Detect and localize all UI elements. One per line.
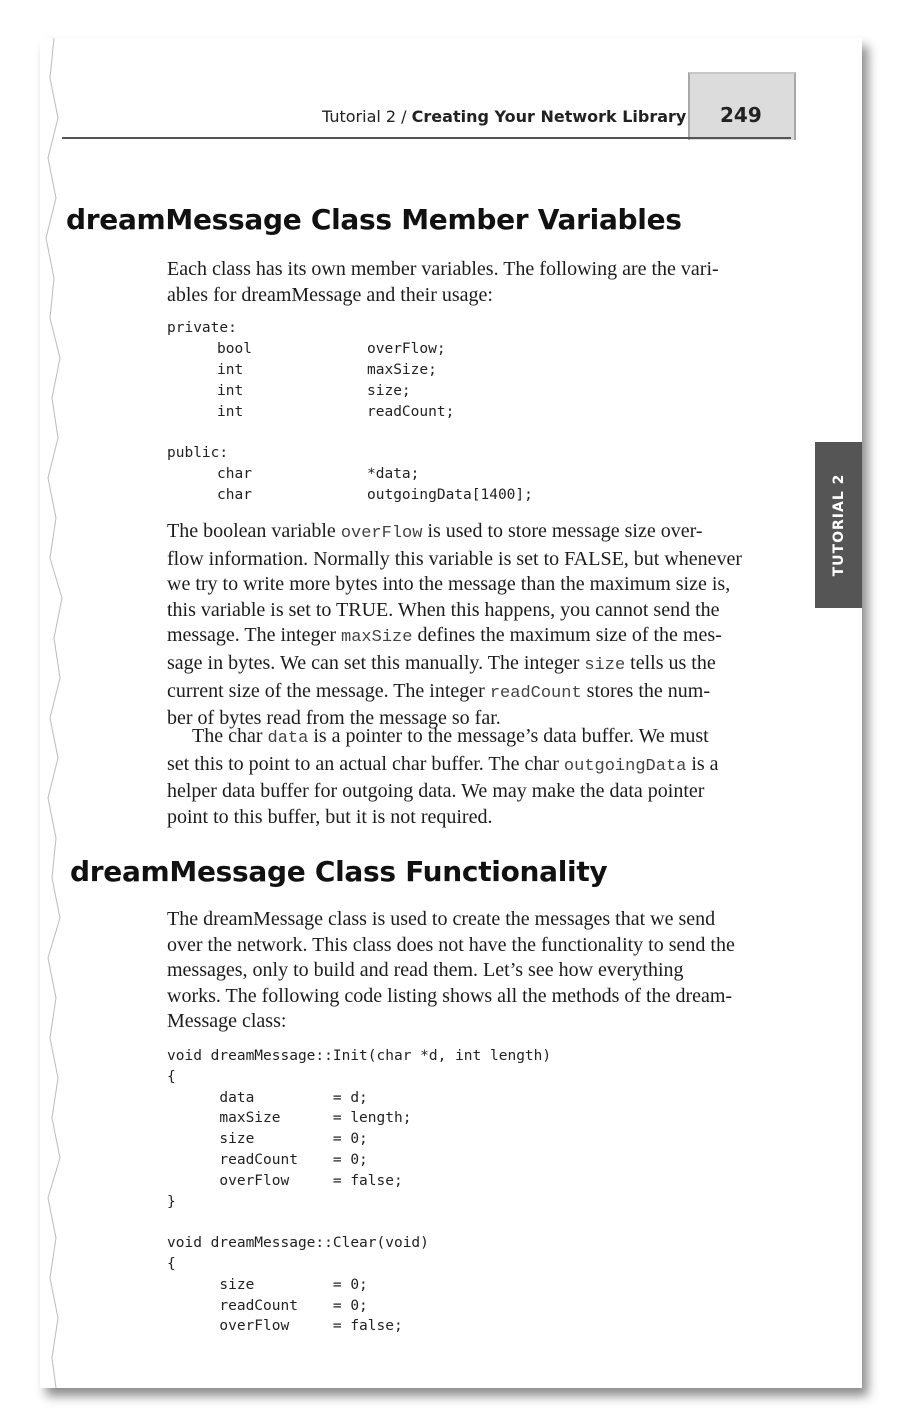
- header-rule: [62, 137, 791, 139]
- text-line: [167, 519, 797, 547]
- running-header: [322, 107, 686, 126]
- intro-paragraph-1: [167, 257, 797, 308]
- chapter-side-tab: [815, 442, 862, 608]
- code-line: readCount = 0;: [167, 1297, 368, 1314]
- text-line: [167, 651, 797, 679]
- text-line: point to this buffer, but it is not required.: [167, 805, 493, 828]
- text: tells us the: [625, 651, 716, 674]
- code-type: char: [217, 487, 252, 503]
- code-name: outgoingData[1400];: [367, 487, 533, 503]
- code-name: readCount;: [367, 404, 455, 420]
- code-line: readCount = 0;: [167, 1151, 368, 1168]
- text-line: [167, 679, 797, 707]
- text-line: this variable is set to TRUE. When this happens, you cannot send the: [167, 598, 720, 621]
- paragraph-data-pointer: [167, 724, 797, 830]
- inline-code: readCount: [489, 683, 582, 703]
- inline-code: overFlow: [340, 524, 423, 543]
- text: is used to store message size over-: [422, 520, 703, 542]
- code-public-label: public:: [167, 445, 229, 461]
- text-line: messages, only to build and read them. Let’s see how everything: [167, 959, 684, 982]
- text-line: [167, 623, 797, 651]
- torn-page-edge: [40, 38, 70, 1388]
- text-line: The dreamMessage class is used to create the messages that we send: [167, 908, 716, 930]
- page-number: 249: [720, 103, 762, 127]
- code-type: int: [217, 383, 244, 399]
- text-line: we try to write more bytes into the message than the maximum size is,: [167, 573, 731, 596]
- code-name: maxSize;: [367, 362, 437, 378]
- text: stores the num-: [581, 679, 710, 702]
- code-line: maxSize = length;: [167, 1110, 412, 1127]
- code-type: int: [217, 362, 244, 378]
- text-line: ber of bytes read from the message so far.: [167, 707, 501, 730]
- code-block-methods: [167, 1046, 551, 1337]
- code-line: overFlow = false;: [167, 1318, 403, 1335]
- inline-code: maxSize: [341, 628, 413, 648]
- code-line: {: [167, 1068, 176, 1085]
- code-type: bool: [217, 341, 252, 357]
- text-line: ables for dreamMessage and their usage:: [167, 283, 493, 306]
- text: current size of the message. The integer: [167, 679, 490, 702]
- code-name: overFlow;: [367, 341, 446, 357]
- text: The char: [192, 725, 268, 747]
- inline-code: data: [267, 729, 309, 748]
- inline-code: outgoingData: [563, 756, 687, 776]
- text-line: Each class has its own member variables. The following are the vari-: [167, 258, 719, 280]
- code-line: overFlow = false;: [167, 1172, 403, 1189]
- code-line: size = 0;: [167, 1276, 368, 1293]
- text-line: helper data buffer for outgoing data. We may make the data pointer: [167, 780, 705, 803]
- text: defines the maximum size of the mes-: [412, 624, 722, 647]
- intro-paragraph-2: [167, 907, 797, 1035]
- text: set this to point to an actual char buffer. The char: [167, 752, 564, 775]
- text-line: Message class:: [167, 1010, 287, 1033]
- code-name: *data;: [367, 466, 420, 482]
- text-line: flow information. Normally this variable is set to FALSE, but whenever: [167, 547, 743, 570]
- text: sage in bytes. We can set this manually. The integer: [167, 651, 585, 674]
- text: is a: [686, 752, 719, 775]
- code-line: data = d;: [167, 1089, 368, 1106]
- section-heading-member-variables: dreamMessage Class Member Variables: [66, 203, 682, 236]
- code-block-members: [167, 318, 533, 503]
- side-tab-label: TUTORIAL 2: [830, 473, 847, 577]
- code-line: size = 0;: [167, 1131, 368, 1148]
- code-type: int: [217, 404, 244, 420]
- header-tutorial: Tutorial 2 /: [322, 107, 412, 126]
- code-line: void dreamMessage::Init(char *d, int length): [167, 1048, 552, 1064]
- text-line: works. The following code listing shows all the methods of the dream-: [167, 984, 733, 1007]
- text-line: [167, 724, 797, 752]
- code-type: char: [217, 466, 252, 482]
- text: message. The integer: [167, 624, 342, 647]
- section-heading-functionality: dreamMessage Class Functionality: [70, 855, 608, 888]
- text-line: [167, 752, 797, 780]
- text: The boolean variable: [167, 520, 341, 542]
- code-name: size;: [367, 383, 411, 399]
- paragraph-overflow: [167, 519, 797, 732]
- inline-code: size: [584, 655, 626, 675]
- text: is a pointer to the message’s data buffer. We must: [308, 725, 709, 747]
- code-private-label: private:: [167, 320, 237, 336]
- code-line: }: [167, 1193, 176, 1210]
- header-title: Creating Your Network Library: [411, 107, 687, 126]
- text-line: over the network. This class does not have the functionality to send the: [167, 933, 735, 956]
- code-line: void dreamMessage::Clear(void): [167, 1235, 429, 1252]
- code-line: {: [167, 1255, 176, 1272]
